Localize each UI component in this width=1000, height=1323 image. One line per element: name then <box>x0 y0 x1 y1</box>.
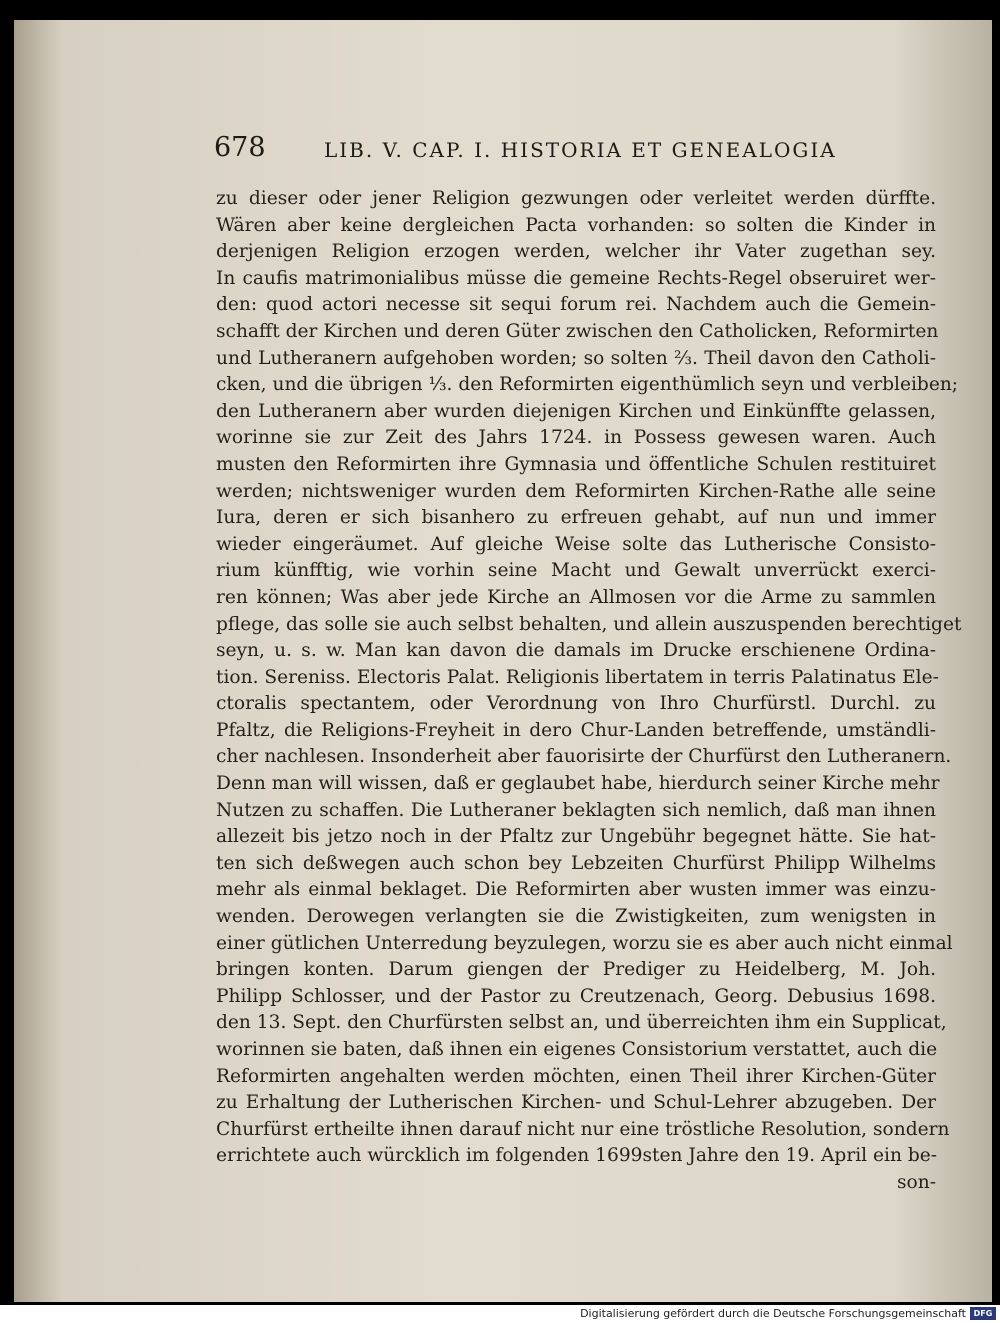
text-line: schafft der Kirchen und deren Güter zwischen den Catholicken, Reformirten <box>216 320 939 342</box>
page-header <box>214 132 837 166</box>
text-line: Pfaltz, die Religions-Freyheit in dero Chur-Landen betreffende, umständli- <box>216 719 936 741</box>
text-line: wenden. Derowegen verlangten sie die Zwistigkeiten, zum wenigsten in <box>216 906 936 928</box>
text-line: seyn, u. s. w. Man kan davon die damals im Drucke erschienene Ordina- <box>216 640 936 662</box>
text-line: zu Erhaltung der Lutherischen Kirchen- und Schul-Lehrer abzugeben. Der <box>216 1092 936 1114</box>
text-line: mehr als einmal beklaget. Die Reformirten aber wusten immer was einzu- <box>216 879 936 901</box>
text-line: den 13. Sept. den Churfürsten selbst an, und überreichten ihm ein Supplicat, <box>216 1012 947 1034</box>
text-line: In caufis matrimonialibus müsse die gemeine Rechts-Regel obseruiret wer- <box>216 267 936 289</box>
page-number: 678 <box>214 132 266 163</box>
text-line: werden; nichtsweniger wurden dem Reformirten Kirchen-Rathe alle seine <box>216 480 936 502</box>
text-line: Reformirten angehalten werden möchten, einen Theil ihrer Kirchen-Güter <box>216 1065 936 1087</box>
text-line: Nutzen zu schaffen. Die Lutheraner beklagten sich nemlich, daß man ihnen <box>216 799 936 821</box>
running-title: LIB. V. CAP. I. HISTORIA ET GENEALOGIA <box>324 138 837 162</box>
text-line: zu dieser oder jener Religion gezwungen oder verleitet werden dürffte. <box>216 188 936 209</box>
text-line: Denn man will wissen, daß er geglaubet habe, hierdurch seiner Kirche mehr <box>216 773 940 795</box>
text-line: derjenigen Religion erzogen werden, welcher ihr Vater zugethan sey. <box>216 241 936 263</box>
text-line: wieder eingeräumet. Auf gleiche Weise solte das Lutherische Consisto- <box>216 533 936 555</box>
text-line: worinnen sie baten, daß ihnen ein eigenes Consistorium verstattet, auch die <box>216 1039 938 1060</box>
text-line: Churfürst ertheilte ihnen darauf nicht nur eine tröstliche Resolution, sondern <box>216 1118 950 1140</box>
text-line: den: quod actori necesse sit sequi forum rei. Nachdem auch die Gemein- <box>216 294 936 316</box>
text-line: ren können; Was aber jede Kirche an Allmosen vor die Arme zu sammlen <box>216 586 936 608</box>
text-line: bringen konten. Darum giengen der Prediger zu Heidelberg, M. Joh. <box>216 959 936 981</box>
text-line: den Lutheranern aber wurden diejenigen Kirchen und Einkünffte gelassen, <box>216 400 936 422</box>
text-line: pflege, das solle sie auch selbst behalten, und allein auszuspenden berechtiget <box>216 613 962 635</box>
footer-credit: Digitalisierung gefördert durch die Deutsche Forschungsgemeinschaft <box>580 1307 966 1320</box>
text-line: einer gütlichen Unterredung beyzulegen, worzu sie es aber auch nicht einmal <box>216 932 953 954</box>
body-text <box>216 186 962 1197</box>
text-line: Wären aber keine dergleichen Pacta vorhanden: so solten die Kinder in <box>216 214 936 236</box>
text-line: Philipp Schlosser, und der Pastor zu Creutzenach, Georg. Debusius 1698. <box>216 985 936 1007</box>
text-line: rium künfftig, wie vorhin seine Macht und Gewalt unverrückt exerci- <box>216 560 936 582</box>
text-line: ctoralis spectantem, oder Verordnung von Ihro Churfürstl. Durchl. zu <box>216 693 936 715</box>
text-line: errichtete auch würcklich im folgenden 1699sten Jahre den 19. April ein be- <box>216 1145 938 1167</box>
text-line: Iura, deren er sich bisanhero zu erfreuen gehabt, auf nun und immer <box>216 507 936 529</box>
text-line: und Lutheranern aufgehoben worden; so solten ⅔. Theil davon den Catholi- <box>216 347 936 369</box>
dfg-logo: DFG <box>970 1307 996 1320</box>
footer-bar <box>0 1305 1000 1323</box>
text-line: ten sich deßwegen auch schon bey Lebzeiten Churfürst Philipp Wilhelms <box>216 852 936 874</box>
text-line: worinne sie zur Zeit des Jahrs 1724. in Possess gewesen waren. Auch <box>216 427 936 449</box>
book-page <box>14 20 992 1302</box>
text-line: allezeit bis jetzo noch in der Pfaltz zur Ungebühr begegnet hätte. Sie hat- <box>216 826 936 848</box>
text-line: musten den Reformirten ihre Gymnasia und öffentliche Schulen restituiret <box>216 453 936 475</box>
text-line: son- <box>897 1171 936 1193</box>
text-line: cken, und die übrigen ⅓. den Reformirten eigenthümlich seyn und verbleiben; <box>216 374 959 396</box>
text-line: cher nachlesen. Insonderheit aber fauorisirte der Churfürst den Lutheranern. <box>216 746 952 768</box>
text-line: tion. Sereniss. Electoris Palat. Religionis libertatem in terris Palatinatus Ele- <box>216 666 939 688</box>
